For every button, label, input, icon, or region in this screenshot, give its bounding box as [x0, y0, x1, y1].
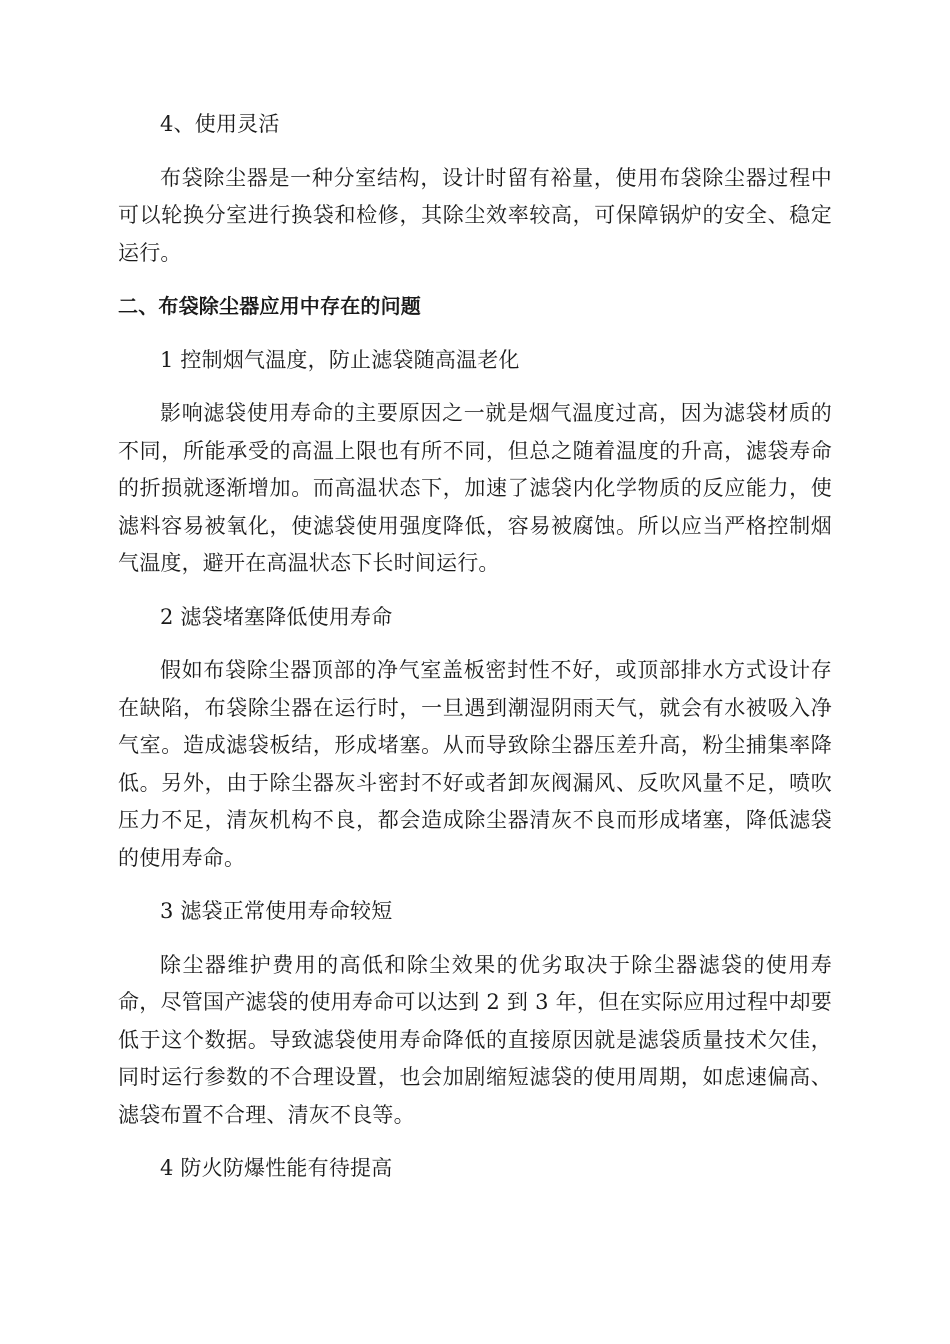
paragraph-flue-gas-temperature: 影响滤袋使用寿命的主要原因之一就是烟气温度过高，因为滤袋材质的不同，所能承受的高温上限也有所不同，但总之随着温度的升高，滤袋寿命的折损就逐渐增加。而高温状态下，加速了滤袋内化学物质的反应能力，使滤料容易被氧化，使滤袋使用强度降低，容易被腐蚀。所以应当严格控制烟气温度，避开在高温状态下长时间运行。 [118, 401, 832, 575]
subheading-fire-explosion-protection: 4 防火防爆性能有待提高 [160, 1156, 393, 1180]
paragraph-short-service-life: 除尘器维护费用的高低和除尘效果的优劣取决于除尘器滤袋的使用寿命，尽管国产滤袋的使用寿命可以达到 2 到 3 年，但在实际应用过程中却要低于这个数据。导致滤袋使用寿命降低的直接原因就是滤袋质量技术欠佳，同时运行参数的不合理设置，也会加剧缩短滤袋的使用周期，如虑速偏高、滤袋布置不合理、清灰不良等。 [118, 952, 832, 1127]
paragraph-bag-clogging: 假如布袋除尘器顶部的净气室盖板密封性不好，或顶部排水方式设计存在缺陷，布袋除尘器在运行时，一旦遇到潮湿阴雨天气，就会有水被吸入净气室。造成滤袋板结，形成堵塞。从而导致除尘器压差升高，粉尘捕集率降低。另外，由于除尘器灰斗密封不好或者卸灰阀漏风、反吹风量不足，喷吹压力不足，清灰机构不良，都会造成除尘器清灰不良而形成堵塞，降低滤袋的使用寿命。 [118, 658, 832, 870]
document-page [118, 106, 832, 1204]
subheading-flue-gas-temperature: 1 控制烟气温度，防止滤袋随高温老化 [160, 347, 520, 372]
paragraph-chamber-structure: 布袋除尘器是一种分室结构，设计时留有裕量，使用布袋除尘器过程中可以轮换分室进行换袋和检修，其除尘效率较高，可保障锅炉的安全、稳定运行。 [118, 165, 832, 265]
subheading-usage-flexible: 4、使用灵活 [160, 112, 280, 136]
subheading-bag-clogging: 2 滤袋堵塞降低使用寿命 [160, 604, 393, 629]
subheading-short-service-life: 3 滤袋正常使用寿命较短 [160, 899, 393, 923]
section-heading-problems: 二、布袋除尘器应用中存在的问题 [118, 294, 421, 318]
